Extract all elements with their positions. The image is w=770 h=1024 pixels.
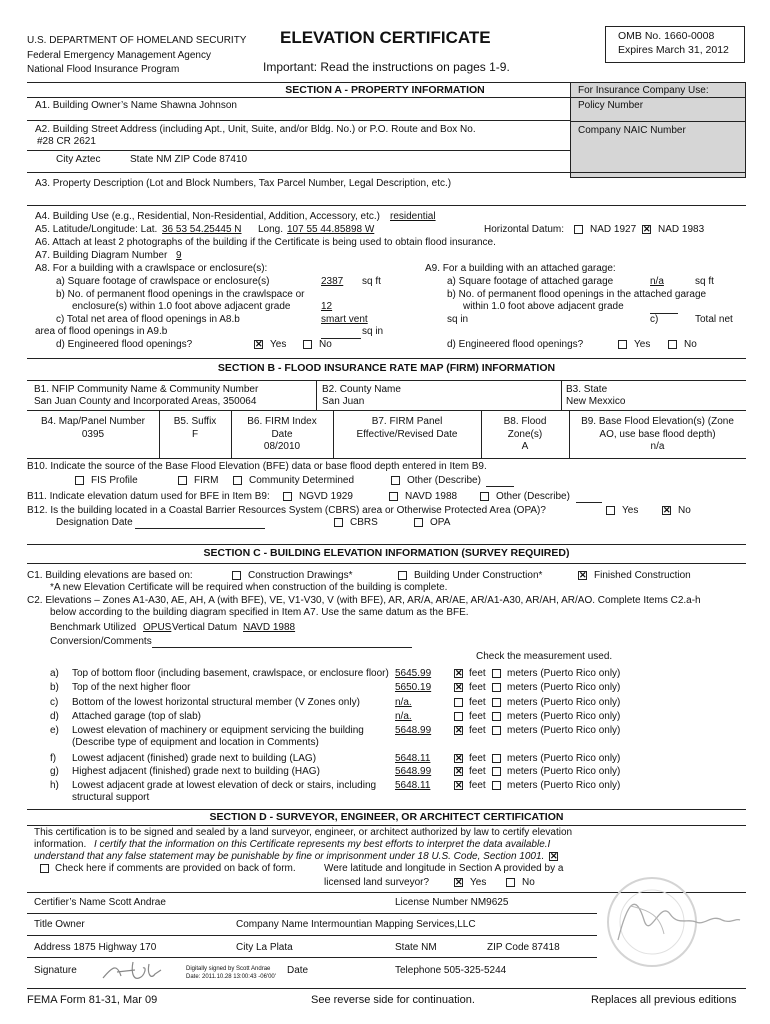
license-number[interactable]: License Number NM9625 xyxy=(395,897,509,908)
comments-label: Check here if comments are provided on back of form. xyxy=(55,863,296,874)
b10-label: B10. Indicate the source of the Base Flood Elevation (BFE) data or base flood depth entered in Item B9. xyxy=(27,461,487,472)
a8d-yes-checkbox[interactable]: ✕ xyxy=(255,339,263,349)
a8b-value[interactable]: 12 xyxy=(321,301,333,312)
licensed-surveyor-q2: licensed land surveyor? xyxy=(324,877,430,888)
company-name[interactable]: Company Name Intermountian Mapping Services,LLC xyxy=(236,919,476,930)
b4-value[interactable]: 0395 xyxy=(81,429,105,440)
a9b-label-2: within 1.0 foot above adjacent grade xyxy=(463,301,624,312)
elevation-row-letter: a) xyxy=(50,668,59,679)
meters-label: meters (Puerto Rico only) xyxy=(507,780,621,791)
a2-address-value[interactable]: #28 CR 2621 xyxy=(37,136,96,147)
a8a-label: a) Square footage of crawlspace or enclosure(s) xyxy=(56,276,270,287)
omb-number: OMB No. 1660-0008 xyxy=(618,30,715,42)
under-construction-checkbox[interactable] xyxy=(398,571,407,580)
certifier-city[interactable]: City La Plata xyxy=(236,942,293,953)
cbrs-label: CBRS xyxy=(350,517,378,528)
b8-label-1: B8. Flood xyxy=(503,416,547,427)
date-label: Date xyxy=(287,965,309,976)
a7-value[interactable]: 9 xyxy=(176,250,182,261)
cert-paragraph-3: understand that any false statement may be punishable by fine or imprisonment under 18 U.S. Code, Section 1001. xyxy=(34,851,545,862)
nad1927-checkbox[interactable] xyxy=(574,225,583,234)
nad1927-label: NAD 1927 xyxy=(590,224,637,235)
b12-yes-checkbox[interactable] xyxy=(606,506,615,515)
feet-checkbox[interactable] xyxy=(454,712,463,721)
b11-other-checkbox[interactable] xyxy=(480,492,489,501)
a9a-label: a) Square footage of attached garage xyxy=(447,276,614,287)
elevation-row-label: Attached garage (top of slab) xyxy=(72,711,201,722)
b9-value[interactable]: n/a xyxy=(650,441,665,452)
omb-box xyxy=(605,26,745,63)
c2-label-2: below according to the building diagram specified in Item A7. Use the same datum as the BFE. xyxy=(50,607,469,618)
elevation-row-value[interactable]: 5648.99 xyxy=(395,766,432,777)
a9c-unit: sq in xyxy=(447,314,469,325)
a8b-label-2: enclosure(s) within 1.0 foot above adjacent grade xyxy=(72,301,291,312)
b12-no-label: No xyxy=(678,505,691,516)
feet-label: feet xyxy=(469,766,486,777)
elevation-row-value[interactable]: 5648.11 xyxy=(395,780,431,791)
firm-label: FIRM xyxy=(194,475,219,486)
seal-image xyxy=(600,870,745,990)
surveyor-no-label: No xyxy=(522,877,535,888)
latitude-value[interactable]: 36 53 54.25445 N xyxy=(162,224,242,235)
replaces-note: Replaces all previous editions xyxy=(591,994,737,1006)
program-name: National Flood Insurance Program xyxy=(27,64,180,75)
b10-other-checkbox[interactable] xyxy=(391,476,400,485)
a9a-unit: sq ft xyxy=(695,276,714,287)
navd-checkbox[interactable] xyxy=(389,492,398,501)
c1-note: *A new Elevation Certificate will be required when construction of the building is complete. xyxy=(50,582,448,593)
benchmark-label: Benchmark Utilized xyxy=(50,622,137,633)
feet-checkbox[interactable]: ✕ xyxy=(455,668,463,678)
b9-label-2: AO, use base flood depth) xyxy=(599,429,716,440)
elevation-row-value[interactable]: n/a. xyxy=(395,697,412,708)
elevation-row-letter: e) xyxy=(50,725,59,736)
certifier-name[interactable]: Certifier’s Name Scott Andrae xyxy=(34,897,166,908)
a5-label: A5. Latitude/Longitude: Lat. xyxy=(35,224,158,235)
nad1983-checkbox[interactable]: ✕ xyxy=(643,224,651,234)
a3-property-description: A3. Property Description (Lot and Block Numbers, Tax Parcel Number, Legal Description, etc.) xyxy=(35,178,452,189)
meters-checkbox[interactable] xyxy=(492,781,501,790)
elevation-row-value[interactable]: 5645.99 xyxy=(395,668,432,679)
cert-paragraph-2b: I certify that the information on this Certificate represents my best efforts to interpret the data available.I xyxy=(94,839,551,850)
opa-checkbox[interactable] xyxy=(414,518,423,527)
elevation-row-value[interactable]: 5650.19 xyxy=(395,682,432,693)
feet-label: feet xyxy=(469,697,486,708)
longitude-value[interactable]: 107 55 44.85898 W xyxy=(287,224,375,235)
b7-label-1: B7. FIRM Panel xyxy=(371,416,443,427)
page-title: ELEVATION CERTIFICATE xyxy=(280,28,491,47)
continuation-note: See reverse side for continuation. xyxy=(311,994,475,1006)
a9d-label: d) Engineered flood openings? xyxy=(447,339,584,350)
a9d-yes-label: Yes xyxy=(634,339,651,350)
a2-state-zip[interactable]: State NM ZIP Code 87410 xyxy=(130,154,248,165)
surveyor-no-checkbox[interactable] xyxy=(506,878,515,887)
b5-label: B5. Suffix xyxy=(173,416,217,427)
feet-checkbox[interactable]: ✕ xyxy=(455,780,463,790)
certifier-title[interactable]: Title Owner xyxy=(34,919,85,930)
feet-checkbox[interactable]: ✕ xyxy=(455,725,463,735)
a8d-no-checkbox[interactable] xyxy=(303,340,312,349)
designation-date-label: Designation Date xyxy=(56,517,133,528)
b1-value[interactable]: San Juan County and Incorporated Areas, 350064 xyxy=(34,396,257,407)
a8c-label: c) Total net area of flood openings in A8.b xyxy=(56,314,240,325)
elevation-row-label-2: (Describe type of equipment and location in Comments) xyxy=(72,737,319,748)
b2-label: B2. County Name xyxy=(322,384,401,395)
construction-drawings-label: Construction Drawings* xyxy=(248,570,353,581)
feet-label: feet xyxy=(469,682,486,693)
meters-label: meters (Puerto Rico only) xyxy=(507,766,621,777)
ngvd-label: NGVD 1929 xyxy=(299,491,353,502)
meters-label: meters (Puerto Rico only) xyxy=(507,753,621,764)
a1-owner-name[interactable]: A1. Building Owner’s Name Shawna Johnson xyxy=(35,100,237,111)
elevation-row-label: Bottom of the lowest horizontal structural member (V Zones only) xyxy=(72,697,360,708)
licensed-surveyor-q1: Were latitude and longitude in Section A provided by a xyxy=(324,863,564,874)
meters-checkbox[interactable] xyxy=(492,754,501,763)
a9c-total: Total net xyxy=(695,314,733,325)
b8-label-2: Zone(s) xyxy=(507,429,543,440)
digital-signature-line-1: Digitally signed by Scott Andrae xyxy=(186,966,271,972)
elevation-row-value[interactable]: 5648.11 xyxy=(395,753,431,764)
benchmark-value[interactable]: OPUS xyxy=(143,622,172,633)
feet-checkbox[interactable] xyxy=(454,698,463,707)
horizontal-datum-label: Horizontal Datum: xyxy=(484,224,565,235)
a9b-label-1: b) No. of permanent flood openings in the attached garage xyxy=(447,289,707,300)
dept-name: U.S. DEPARTMENT OF HOMELAND SECURITY xyxy=(27,35,247,46)
elevation-row-label: Top of the next higher floor xyxy=(72,682,191,693)
nad1983-label: NAD 1983 xyxy=(658,224,705,235)
feet-label: feet xyxy=(469,780,486,791)
b1-label: B1. NFIP Community Name & Community Number xyxy=(34,384,259,395)
a2-address-label: A2. Building Street Address (including Apt., Unit, Suite, and/or Bldg. No.) or P.O. Route and Box No. xyxy=(35,124,476,135)
a9d-no-label: No xyxy=(684,339,697,350)
instructions-note: Important: Read the instructions on pages 1-9. xyxy=(263,60,510,74)
finished-construction-checkbox[interactable]: ✕ xyxy=(579,570,587,580)
elevation-row-label: Lowest adjacent (finished) grade next to building (LAG) xyxy=(72,753,317,764)
vertical-datum-label: Vertical Datum xyxy=(172,622,238,633)
a9c-label: c) xyxy=(650,314,659,325)
insurance-use-title: For Insurance Company Use: xyxy=(578,85,709,96)
section-a-title: SECTION A - PROPERTY INFORMATION xyxy=(285,84,485,96)
section-b-title: SECTION B - FLOOD INSURANCE RATE MAP (FIRM) INFORMATION xyxy=(217,362,556,374)
insurance-use-box xyxy=(570,82,746,178)
b12-yes-label: Yes xyxy=(622,505,639,516)
opa-label: OPA xyxy=(430,517,451,528)
construction-drawings-checkbox[interactable] xyxy=(232,571,241,580)
meters-checkbox[interactable] xyxy=(492,712,501,721)
vertical-datum-value[interactable]: NAVD 1988 xyxy=(243,622,296,633)
a8c-value[interactable]: smart vent xyxy=(321,314,368,325)
meters-checkbox[interactable] xyxy=(492,698,501,707)
b12-no-checkbox[interactable]: ✕ xyxy=(663,505,671,515)
feet-label: feet xyxy=(469,725,486,736)
signature-label: Signature xyxy=(34,965,77,976)
a9a-value[interactable]: n/a xyxy=(650,276,664,287)
a8d-yes-label: Yes xyxy=(270,339,287,350)
b3-label: B3. State xyxy=(566,384,608,395)
a4-label: A4. Building Use (e.g., Residential, Non-Residential, Addition, Accessory, etc.) xyxy=(35,211,380,222)
certifier-zip[interactable]: ZIP Code 87418 xyxy=(487,942,560,953)
meters-label: meters (Puerto Rico only) xyxy=(507,697,621,708)
cbrs-checkbox[interactable] xyxy=(334,518,343,527)
a9d-yes-checkbox[interactable] xyxy=(618,340,627,349)
omb-expires: Expires March 31, 2012 xyxy=(618,44,729,56)
a8-label: A8. For a building with a crawlspace or enclosure(s): xyxy=(35,263,268,274)
feet-checkbox[interactable]: ✕ xyxy=(455,753,463,763)
b6-value[interactable]: 08/2010 xyxy=(263,441,301,452)
fis-profile-label: FIS Profile xyxy=(91,475,138,486)
feet-label: feet xyxy=(469,753,486,764)
elevation-row-label-2: structural support xyxy=(72,792,150,803)
under-construction-label: Building Under Construction* xyxy=(414,570,543,581)
b3-value[interactable]: New Mexxico xyxy=(566,396,626,407)
meters-checkbox[interactable] xyxy=(492,726,501,735)
comments-checkbox[interactable] xyxy=(40,864,49,873)
elevation-row-letter: b) xyxy=(50,682,59,693)
meters-label: meters (Puerto Rico only) xyxy=(507,668,621,679)
b6-label-2: Date xyxy=(271,429,293,440)
a8d-label: d) Engineered flood openings? xyxy=(56,339,193,350)
meters-checkbox[interactable] xyxy=(492,767,501,776)
elevation-row-label: Top of bottom floor (including basement, crawlspace, or enclosure floor) xyxy=(72,668,389,679)
certify-checkbox[interactable]: ✕ xyxy=(550,851,558,861)
elevation-row-label: Lowest adjacent grade at lowest elevation of deck or stairs, including xyxy=(72,780,377,791)
b9-label-1: B9. Base Flood Elevation(s) (Zone xyxy=(581,416,734,427)
b10-other-label: Other (Describe) xyxy=(407,475,481,486)
elevation-row-label: Lowest elevation of machinery or equipment servicing the building xyxy=(72,725,364,736)
b11-label: B11. Indicate elevation datum used for BFE in Item B9: xyxy=(27,491,270,502)
a7-label: A7. Building Diagram Number xyxy=(35,250,168,261)
elevation-row-value[interactable]: 5648.99 xyxy=(395,725,432,736)
agency-name: Federal Emergency Management Agency xyxy=(27,50,211,61)
a4-value[interactable]: residential xyxy=(390,211,436,222)
a8c-label-2: area of flood openings in A9.b xyxy=(35,326,168,337)
elevation-row-letter: f) xyxy=(50,753,57,764)
elevation-row-letter: h) xyxy=(50,780,59,791)
meters-label: meters (Puerto Rico only) xyxy=(507,711,621,722)
firm-checkbox[interactable] xyxy=(178,476,187,485)
surveyor-yes-label: Yes xyxy=(470,877,487,888)
feet-label: feet xyxy=(469,668,486,679)
b5-value[interactable]: F xyxy=(191,429,199,440)
a9d-no-checkbox[interactable] xyxy=(668,340,677,349)
a8c-unit: sq in xyxy=(362,326,384,337)
certifier-state[interactable]: State NM xyxy=(395,942,437,953)
elevation-row-letter: c) xyxy=(50,697,59,708)
elevation-row-value[interactable]: n/a. xyxy=(395,711,412,722)
finished-construction-label: Finished Construction xyxy=(594,570,691,581)
b7-label-2: Effective/Revised Date xyxy=(356,429,458,440)
cert-paragraph-1: This certification is to be signed and sealed by a land surveyor, engineer, or architect authorized by law to certify elevation xyxy=(34,827,573,838)
digital-signature-line-2: Date: 2011.10.28 13:00:43 -06'00' xyxy=(186,974,276,980)
a8a-unit: sq ft xyxy=(362,276,381,287)
signature-image xyxy=(95,958,180,988)
b8-value[interactable]: A xyxy=(521,441,529,452)
elevation-row-letter: d) xyxy=(50,711,59,722)
a9-label: A9. For a building with an attached garage: xyxy=(425,263,616,274)
community-determined-label: Community Determined xyxy=(249,475,355,486)
fis-profile-checkbox[interactable] xyxy=(75,476,84,485)
a8b-label-1: b) No. of permanent flood openings in the crawlspace or xyxy=(56,289,305,300)
b4-label: B4. Map/Panel Number xyxy=(41,416,145,427)
b12-label: B12. Is the building located in a Coastal Barrier Resources System (CBRS) area or Otherwise Protected Area (OPA)? xyxy=(27,505,546,516)
feet-checkbox[interactable]: ✕ xyxy=(455,682,463,692)
meters-checkbox[interactable] xyxy=(492,669,501,678)
surveyor-yes-checkbox[interactable]: ✕ xyxy=(455,877,463,887)
section-c-title: SECTION C - BUILDING ELEVATION INFORMATION (SURVEY REQUIRED) xyxy=(203,547,570,559)
policy-number-label: Policy Number xyxy=(578,100,644,111)
elevation-row-letter: g) xyxy=(50,766,59,777)
c1-label: C1. Building elevations are based on: xyxy=(27,570,193,581)
b11-other-label: Other (Describe) xyxy=(496,491,570,502)
community-determined-checkbox[interactable] xyxy=(233,476,242,485)
a8d-no-label: No xyxy=(319,339,332,350)
feet-checkbox[interactable]: ✕ xyxy=(455,766,463,776)
c2-label: C2. Elevations – Zones A1-A30, AE, AH, A (with BFE), VE, V1-V30, V (with BFE), AR, AR/A, AR/AE, AR/A1-A30, AR/AH, AR/AO. Complete Items C2.a-h xyxy=(27,595,701,606)
meters-label: meters (Puerto Rico only) xyxy=(507,725,621,736)
navd-label: NAVD 1988 xyxy=(405,491,458,502)
conversion-label: Conversion/Comments xyxy=(50,636,152,647)
ngvd-checkbox[interactable] xyxy=(283,492,292,501)
a8a-value[interactable]: 2387 xyxy=(321,276,344,287)
a2-city[interactable]: City Aztec xyxy=(56,154,101,165)
measurement-note: Check the measurement used. xyxy=(476,651,613,662)
longitude-label: Long. xyxy=(258,224,284,235)
naic-label: Company NAIC Number xyxy=(578,125,686,136)
cert-paragraph-2a: information. xyxy=(34,839,87,850)
feet-label: feet xyxy=(469,711,486,722)
form-number: FEMA Form 81-31, Mar 09 xyxy=(27,994,158,1006)
certifier-address[interactable]: Address 1875 Highway 170 xyxy=(34,942,157,953)
b2-value[interactable]: San Juan xyxy=(322,396,365,407)
meters-label: meters (Puerto Rico only) xyxy=(507,682,621,693)
section-d-title: SECTION D - SURVEYOR, ENGINEER, OR ARCHITECT CERTIFICATION xyxy=(209,811,564,823)
telephone[interactable]: Telephone 505-325-5244 xyxy=(395,965,507,976)
meters-checkbox[interactable] xyxy=(492,683,501,692)
elevation-row-label: Highest adjacent (finished) grade next to building (HAG) xyxy=(72,766,320,777)
b6-label-1: B6. FIRM Index xyxy=(247,416,317,427)
a6-label: A6. Attach at least 2 photographs of the building if the Certificate is being used to obtain flood insurance. xyxy=(35,237,496,248)
